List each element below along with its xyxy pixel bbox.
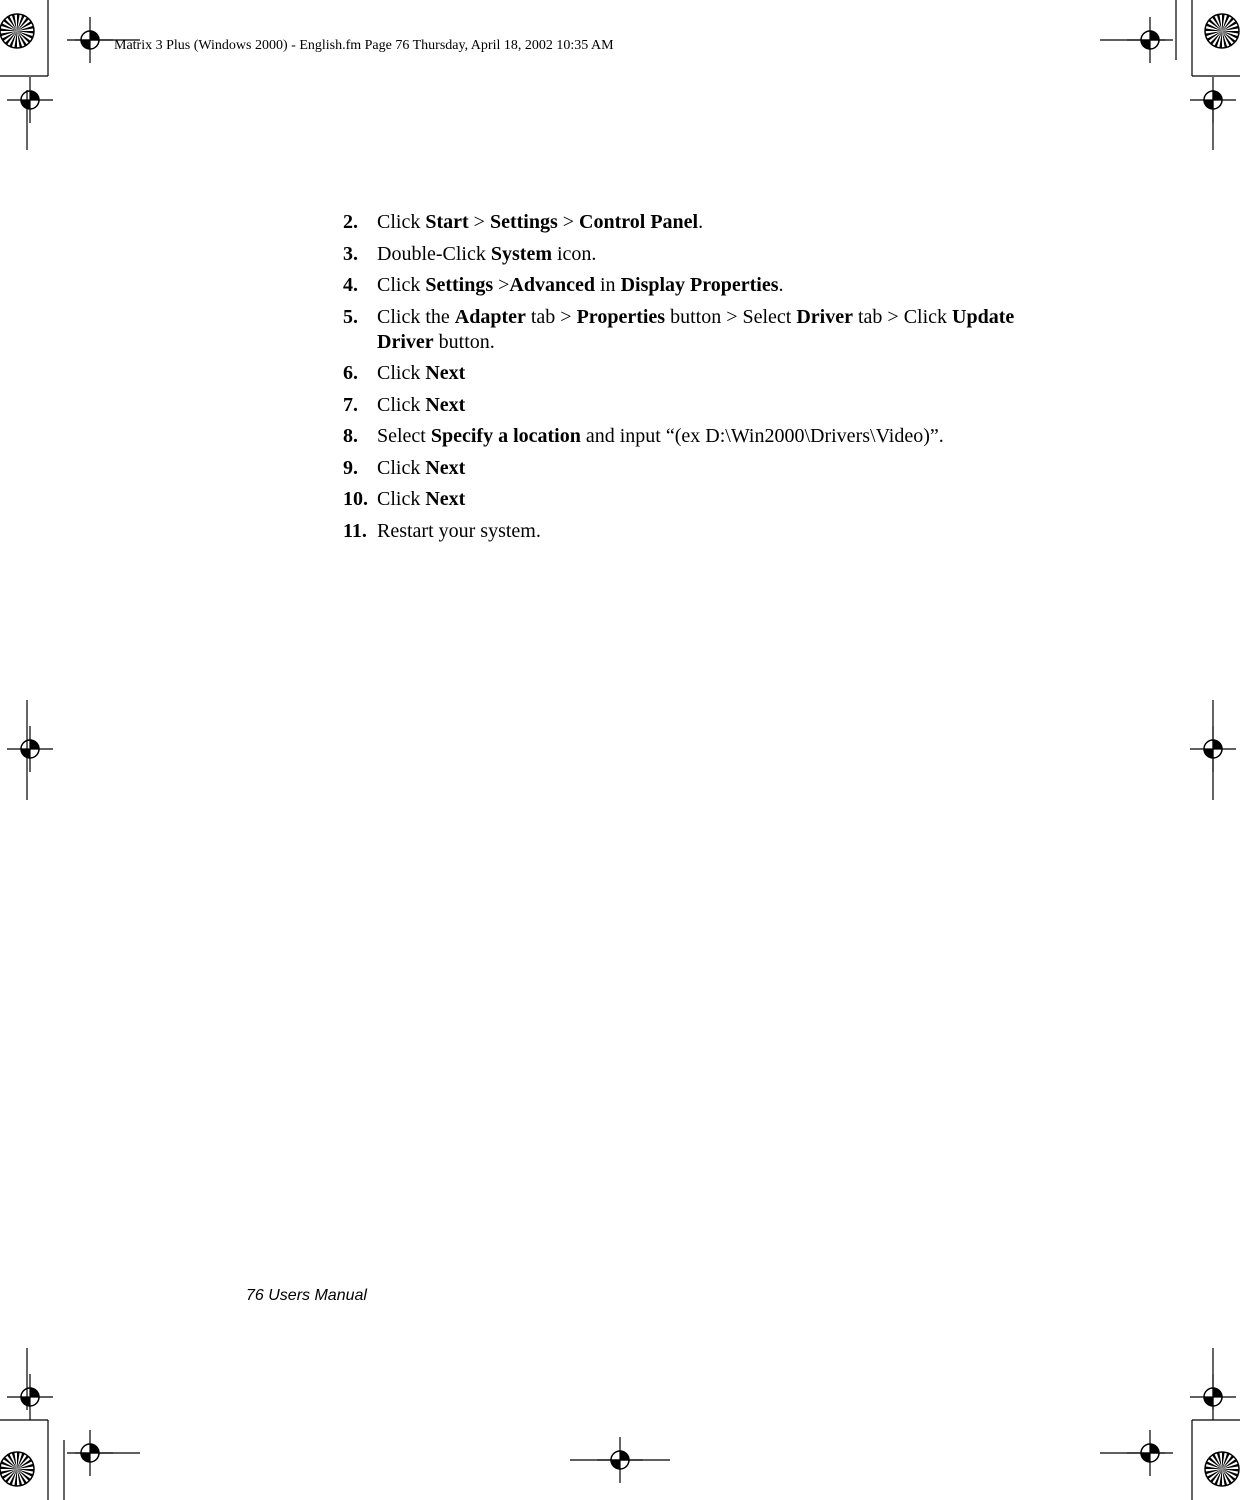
step-item [343, 424, 1053, 449]
registration-mark [1190, 726, 1236, 772]
registration-mark [1190, 1374, 1236, 1420]
step-number: 7. [343, 393, 358, 416]
step-emphasis: Properties [576, 305, 666, 328]
step-run: Click [377, 488, 426, 510]
step-item [343, 393, 1053, 418]
step-run: . [698, 211, 704, 233]
step-run: > [557, 211, 580, 233]
page-footer: 76 Users Manual [246, 1287, 367, 1304]
print-header-info: Matrix 3 Plus (Windows 2000) - English.fm Page 76 Thursday, April 18, 2002 10:35 AM [114, 38, 614, 53]
step-item [343, 519, 1053, 544]
step-run: Click [377, 456, 426, 479]
step-emphasis: Next [425, 362, 466, 384]
step-number: 9. [343, 456, 358, 479]
step-run: . [778, 274, 784, 296]
step-item [343, 487, 1053, 512]
step-item [343, 305, 1053, 355]
step-emphasis: Update Driver [377, 305, 1015, 353]
step-emphasis: Settings [489, 211, 558, 233]
step-run: icon. [551, 242, 597, 265]
step-item [343, 361, 1053, 386]
step-run: Double-Click [377, 242, 491, 265]
step-run: Click [377, 362, 426, 384]
step-number: 6. [343, 362, 358, 384]
step-emphasis: Next [425, 488, 466, 510]
registration-mark [1190, 77, 1236, 123]
step-emphasis: Display Properties [620, 274, 779, 296]
step-text [377, 394, 465, 416]
step-run: tab > [525, 305, 577, 328]
step-number: 8. [343, 425, 358, 447]
step-emphasis: System [490, 242, 552, 265]
step-text [377, 457, 465, 479]
step-run: Click [377, 211, 426, 233]
step-text [377, 243, 596, 265]
step-text [377, 425, 944, 447]
step-run: > [493, 274, 510, 296]
step-run: and input “(ex D:\Win2000\Drivers\Video)”. [580, 425, 944, 447]
step-text [377, 306, 1014, 353]
step-item [343, 273, 1053, 298]
step-text [377, 362, 465, 384]
step-emphasis: Control Panel [579, 211, 699, 233]
step-run: button. [433, 330, 495, 353]
step-number: 11. [343, 519, 367, 542]
step-emphasis: Specify a location [430, 425, 581, 447]
step-text [377, 520, 541, 542]
registration-mark [67, 17, 113, 63]
registration-mark [7, 77, 53, 123]
registration-mark [1127, 17, 1173, 63]
registration-mark [1127, 1430, 1173, 1476]
step-number: 4. [343, 274, 358, 296]
step-run: in [595, 274, 621, 296]
step-item [343, 210, 1053, 235]
step-run: Click [377, 393, 426, 416]
step-emphasis: Advanced [509, 274, 595, 296]
step-emphasis: Next [425, 393, 466, 416]
step-number: 5. [343, 305, 358, 328]
step-run: tab > Click [853, 305, 953, 328]
step-text [377, 488, 465, 510]
step-number: 3. [343, 242, 358, 265]
star-target-mark [1205, 14, 1239, 48]
step-text [377, 211, 703, 233]
registration-mark [7, 1374, 53, 1420]
step-run: > [468, 211, 490, 233]
step-run: Restart your system. [377, 519, 541, 542]
step-item [343, 242, 1053, 267]
star-target-mark [0, 14, 34, 48]
step-item [343, 456, 1053, 481]
registration-mark [67, 1430, 113, 1476]
step-emphasis: Settings [425, 274, 494, 296]
step-run: Click the [377, 305, 455, 328]
step-run: Select [377, 425, 431, 447]
step-emphasis: Driver [796, 305, 853, 328]
step-emphasis: Adapter [454, 305, 526, 328]
instruction-steps [343, 210, 1053, 550]
step-emphasis: Start [425, 211, 469, 233]
registration-mark [7, 726, 53, 772]
step-number: 2. [343, 211, 358, 233]
step-number: 10. [343, 488, 368, 510]
step-text [377, 274, 784, 296]
star-target-mark [0, 1452, 34, 1486]
step-run: button > Select [665, 305, 797, 328]
step-run: Click [377, 274, 426, 296]
star-target-mark [1205, 1452, 1239, 1486]
registration-mark [597, 1437, 643, 1483]
step-emphasis: Next [425, 456, 466, 479]
